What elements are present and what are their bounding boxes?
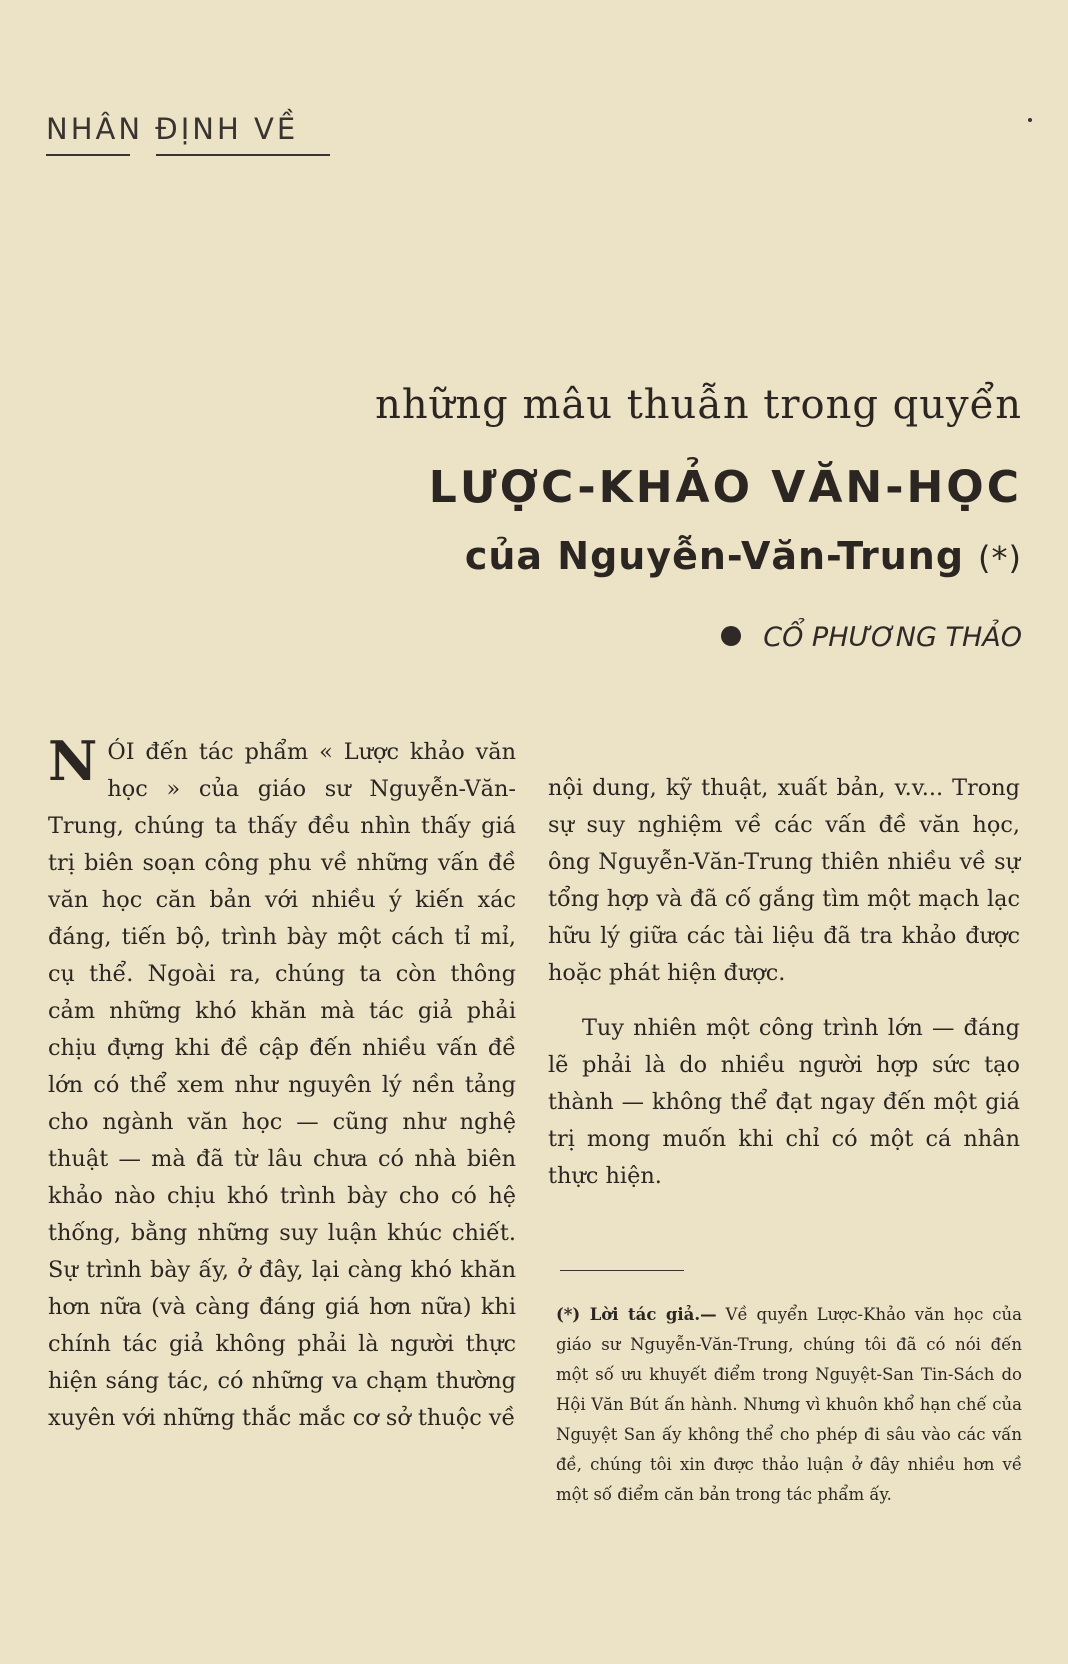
article-paragraph [48, 729, 516, 1437]
section-label: NHÂN ĐỊNH VỀ [46, 112, 299, 146]
article-paragraph: Tuy nhiên một công trình lớn — đáng lẽ phải là do nhiều người hợp sức tạo thành — không thể đạt ngay đến một giá trị mong muốn khi chỉ có một cá nhân thực hiện. [548, 1015, 1020, 1189]
ink-speck [1028, 118, 1032, 122]
footnote-text: Về quyển Lược-Khảo văn học của giáo sư Nguyễn-Văn-Trung, chúng tôi đã có nói đến một số ưu khuyết điểm trong Nguyệt-San Tin-Sách do Hội Văn Bút ấn hành. Nhưng vì khuôn khổ hạn chế của Nguyệt San ấy không thể cho phép đi sâu vào các vấn đề, chúng tôi xin được thảo luận ở đây nhiều hơn về một số điểm căn bản trong tác phẩm ấy. [556, 1305, 1022, 1504]
article-title-main: LƯỢC-KHẢO VĂN-HỌC [428, 462, 1022, 513]
footnote-mark: (*) Lời tác giả.— [556, 1305, 717, 1324]
article-title-line3 [360, 534, 1022, 578]
drop-cap: N [48, 729, 98, 793]
section-underline [46, 154, 130, 156]
footnote-reference: (*) [978, 539, 1022, 577]
bullet-icon [721, 626, 741, 646]
article-column-left [48, 729, 516, 1437]
paragraph-text: ÓI đến tác phẩm « Lược khảo văn học » của giáo sư Nguyễn-Văn-Trung, chúng ta thấy đều nhìn thấy giá trị biên soạn công phu về những vấn đề văn học căn bản với nhiều ý kiến xác đáng, tiến bộ, trình bày một cách tỉ mỉ, cụ thể. Ngoài ra, chúng ta còn thông cảm những khó khăn mà tác giả phải chịu đựng khi đề cập đến nhiều vấn đề lớn có thể xem như nguyên lý nền tảng cho ngành văn học — cũng như nghệ thuật — mà đã từ lâu chưa có nhà biên khảo nào chịu khó trình bày cho có hệ thống, bằng những suy luận khúc chiết. Sự trình bày ấy, ở đây, lại càng khó khăn hơn nữa (và càng đáng giá hơn nữa) khi chính tác giả không phải là người thực hiện sáng tác, có những va chạm thường xuyên với những thắc mắc cơ sở thuộc về [48, 739, 516, 1431]
article-title-line1: những mâu thuẫn trong quyển [375, 382, 1022, 428]
section-underline [156, 154, 330, 156]
byline-author: CỔ PHƯƠNG THẢO [763, 622, 1022, 653]
footnote [556, 1300, 1022, 1510]
footnote-divider [560, 1270, 684, 1271]
article-paragraph: nội dung, kỹ thuật, xuất bản, v.v... Trong sự suy nghiệm về các vấn đề văn học, ông Nguyễn-Văn-Trung thiên nhiều về sự tổng hợp và đã cố gắng tìm một mạch lạc hữu lý giữa các tài liệu đã tra khảo được hoặc phát hiện được. [548, 775, 1020, 986]
title-author-name: của Nguyễn-Văn-Trung [464, 534, 965, 578]
article-column-right [548, 770, 1020, 1195]
byline [600, 622, 1022, 653]
